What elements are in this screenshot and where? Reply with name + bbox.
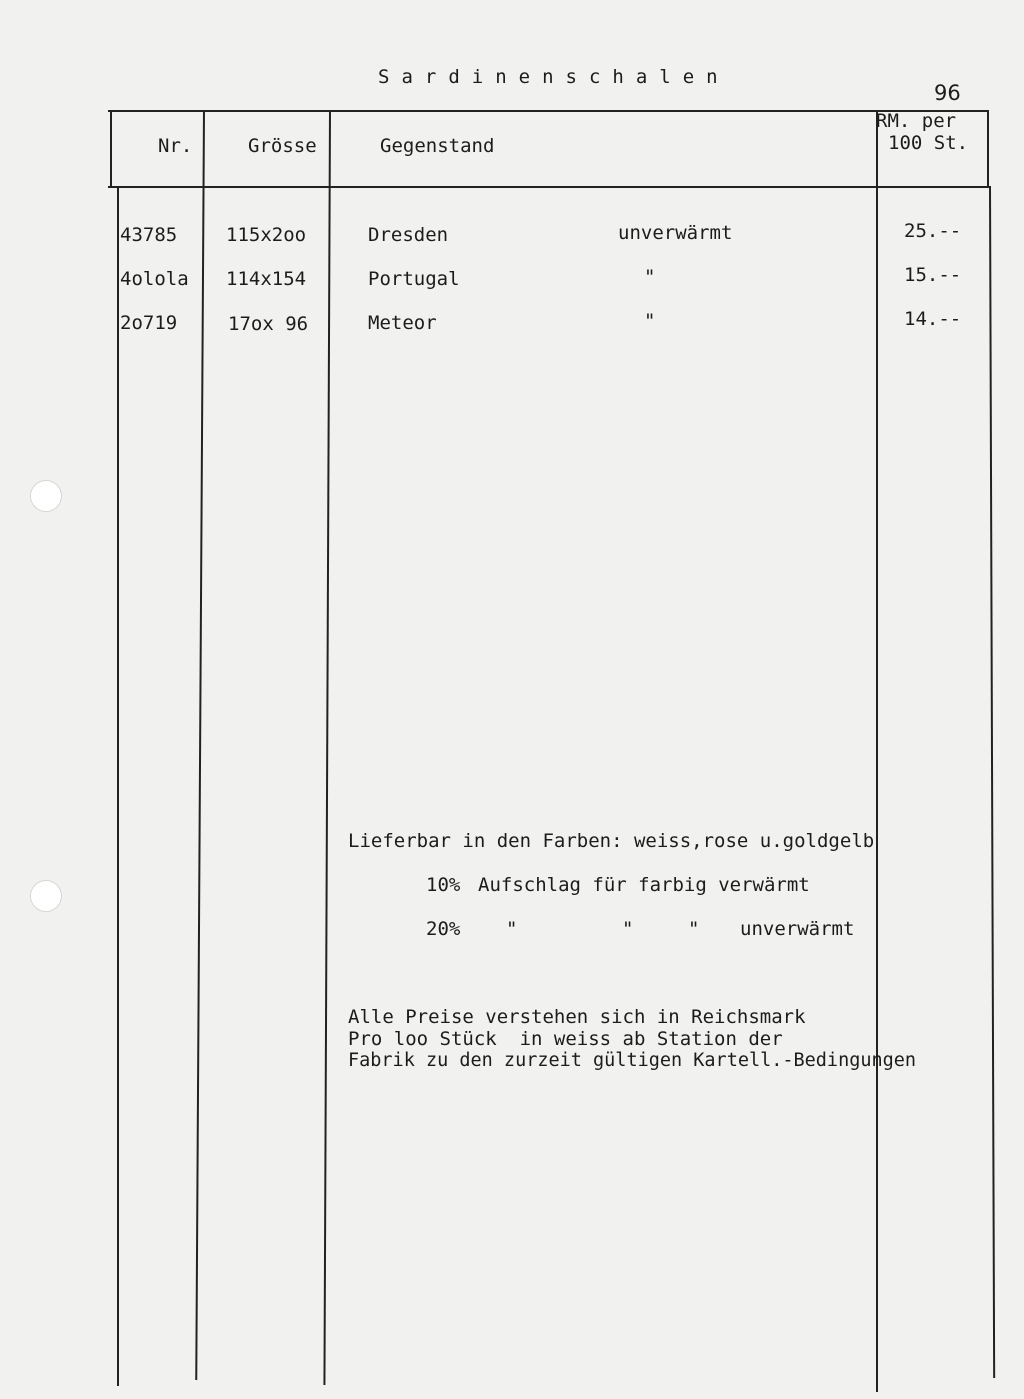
surcharge2-text: unverwärmt	[740, 918, 855, 940]
row-nr: 43785	[120, 224, 178, 246]
surcharge2-ditto-3: "	[688, 918, 700, 940]
surcharge2-ditto-2: "	[622, 918, 634, 940]
row-nr: 2o719	[120, 312, 178, 334]
colors-note: Lieferbar in den Farben: weiss,rose u.goldgelb	[348, 830, 875, 852]
row-price: 25.--	[904, 220, 962, 242]
row-groesse: 115x2oo	[226, 224, 307, 246]
row-nr: 4olola	[120, 268, 189, 290]
prices-note-line2: Pro loo Stück in weiss ab Station der	[348, 1028, 783, 1050]
header-nr: Nr.	[158, 135, 193, 157]
row-groesse: 114x154	[226, 268, 307, 290]
header-price-line1: RM. per	[876, 110, 957, 132]
punch-hole-bottom	[30, 880, 62, 912]
row-price: 15.--	[904, 264, 962, 286]
row-price: 14.--	[904, 308, 962, 330]
price-column-rule-right-top	[987, 110, 989, 188]
header-price-line2: 100 St.	[888, 132, 969, 154]
nr-column-rule	[195, 110, 205, 1380]
row-note: "	[644, 266, 656, 288]
row-note: unverwärmt	[618, 222, 733, 244]
surcharge1-percent: 10%	[426, 874, 461, 896]
prices-note-line3: Fabrik zu den zurzeit gültigen Kartell.-Bedingungen	[348, 1050, 917, 1071]
row-groesse: 17ox 96	[228, 313, 309, 335]
row-note: "	[644, 310, 656, 332]
row-gegenstand: Meteor	[368, 312, 437, 334]
price-column-rule-left	[876, 110, 878, 1392]
header-top-rule	[108, 110, 989, 112]
row-gegenstand: Dresden	[368, 224, 449, 246]
prices-note-line1: Alle Preise verstehen sich in Reichsmark	[348, 1006, 806, 1028]
groesse-column-rule	[323, 110, 331, 1385]
page-title: Sardinenschalen	[378, 66, 730, 88]
header-bottom-rule	[108, 186, 989, 188]
left-rule-lower	[117, 186, 119, 1386]
row-gegenstand: Portugal	[368, 268, 460, 290]
surcharge2-ditto-1: "	[506, 918, 518, 940]
surcharge1-text: Aufschlag für farbig verwärmt	[478, 874, 810, 896]
left-rule	[110, 110, 112, 188]
punch-hole-top	[30, 480, 62, 512]
page-number: 96	[934, 81, 961, 105]
header-gegenstand: Gegenstand	[380, 135, 495, 157]
right-rule	[989, 186, 995, 1378]
header-groesse: Grösse	[248, 135, 317, 157]
surcharge2-percent: 20%	[426, 918, 461, 940]
